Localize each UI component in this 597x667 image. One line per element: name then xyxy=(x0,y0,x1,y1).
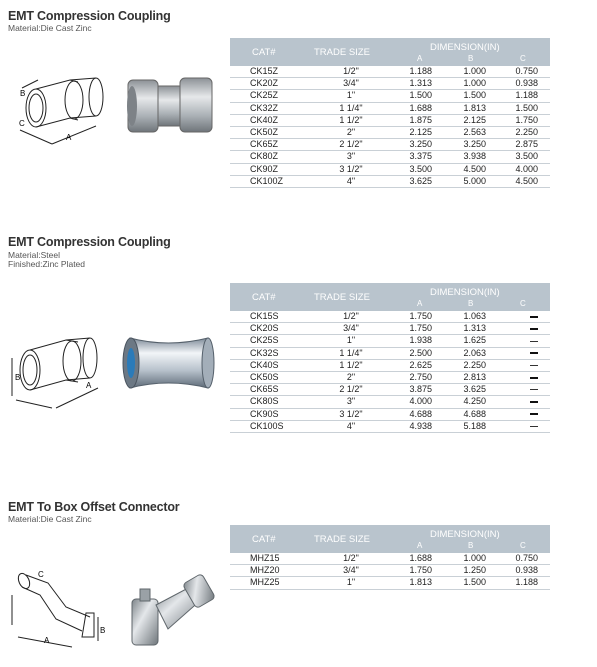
header-a: A xyxy=(417,541,423,550)
table-row xyxy=(230,421,550,433)
cell-trade-size: 1 1/2" xyxy=(339,359,363,370)
dash-mark xyxy=(530,352,538,354)
table-row xyxy=(230,139,550,151)
cell-dim-c xyxy=(508,396,538,407)
header-a: A xyxy=(417,299,423,308)
cell-cat: CK50Z xyxy=(250,126,279,137)
cell-dim-b: 1.000 xyxy=(463,78,486,89)
cell-cat: CK40S xyxy=(250,359,279,370)
cell-cat: MHZ20 xyxy=(250,565,280,576)
header-c: C xyxy=(520,299,526,308)
cell-cat: CK100S xyxy=(250,420,284,431)
section-title: EMT Compression Coupling xyxy=(8,9,171,23)
cell-dim-c: 1.188 xyxy=(515,577,538,588)
cell-dim-a: 3.875 xyxy=(409,384,432,395)
cell-dim-c: 1.188 xyxy=(515,90,538,101)
cell-dim-b: 1.063 xyxy=(463,311,486,321)
table-row xyxy=(230,348,550,360)
section-offset-connector xyxy=(0,495,597,667)
header-c: C xyxy=(520,541,526,550)
cell-cat: MHZ15 xyxy=(250,553,280,563)
cell-trade-size: 4" xyxy=(346,175,356,186)
cell-dim-b: 1.500 xyxy=(463,90,486,101)
cell-dim-a: 2.500 xyxy=(409,347,432,358)
cell-dim-a: 2.750 xyxy=(409,371,432,382)
cell-cat: CK50S xyxy=(250,371,279,382)
cell-dim-b: 1.500 xyxy=(463,577,486,588)
cell-cat: CK80Z xyxy=(250,151,279,162)
cell-dim-c: 0.938 xyxy=(515,565,538,576)
spec-table xyxy=(230,525,550,590)
cell-dim-c: 3.500 xyxy=(515,151,538,162)
table-row xyxy=(230,323,550,335)
cell-cat: CK20Z xyxy=(250,78,279,89)
material-label: Material:Die Cast Zinc xyxy=(8,514,92,524)
dim-label-b: B xyxy=(100,626,106,635)
table-row xyxy=(230,127,550,139)
dim-label-b: B xyxy=(15,373,21,382)
section-title: EMT To Box Offset Connector xyxy=(8,500,180,514)
cell-cat: CK90Z xyxy=(250,163,279,174)
dash-mark xyxy=(530,341,538,342)
cell-dim-b: 5.000 xyxy=(463,175,486,186)
cell-cat: CK15S xyxy=(250,311,279,321)
cell-trade-size: 2 1/2" xyxy=(339,139,363,150)
cell-dim-a: 1.875 xyxy=(409,114,432,125)
table-row xyxy=(230,384,550,396)
cell-dim-a: 1.313 xyxy=(409,78,432,89)
cell-trade-size: 1/2" xyxy=(343,66,359,76)
cell-trade-size: 1 1/4" xyxy=(339,102,363,113)
header-trade-size: TRADE SIZE xyxy=(314,47,370,58)
cell-dim-a: 1.688 xyxy=(409,102,432,113)
table-row xyxy=(230,115,550,127)
table-body xyxy=(230,311,550,433)
cell-dim-c xyxy=(508,409,538,420)
cell-dim-c xyxy=(508,311,538,322)
cell-dim-a: 3.500 xyxy=(409,163,432,174)
table-row xyxy=(230,103,550,115)
cell-cat: MHZ25 xyxy=(250,577,280,588)
cell-dim-c xyxy=(508,323,538,334)
header-b: B xyxy=(468,54,474,63)
cell-trade-size: 1 1/2" xyxy=(339,114,363,125)
cell-dim-a: 1.500 xyxy=(409,90,432,101)
cell-dim-a: 4.938 xyxy=(409,420,432,431)
material-label: Material:Die Cast Zinc xyxy=(8,23,92,33)
dash-mark xyxy=(530,316,538,318)
dim-label-b: B xyxy=(20,89,26,98)
cell-cat: CK20S xyxy=(250,323,279,334)
table-row xyxy=(230,164,550,176)
cell-dim-b: 2.063 xyxy=(463,347,486,358)
cell-dim-a: 1.688 xyxy=(409,553,432,563)
cell-trade-size: 3/4" xyxy=(343,565,359,576)
table-header xyxy=(230,525,550,553)
dash-mark xyxy=(530,328,538,330)
cell-dim-a: 1.188 xyxy=(409,66,432,76)
cell-dim-b: 4.500 xyxy=(463,163,486,174)
cell-trade-size: 1/2" xyxy=(343,553,359,563)
cell-dim-c xyxy=(508,421,538,432)
offset-connector-photo xyxy=(120,569,220,661)
dash-mark xyxy=(530,426,538,427)
cell-dim-a: 2.125 xyxy=(409,126,432,137)
table-row xyxy=(230,78,550,90)
table-row xyxy=(230,360,550,372)
table-row xyxy=(230,372,550,384)
table-row xyxy=(230,66,550,78)
dash-mark xyxy=(530,365,538,366)
table-body xyxy=(230,553,550,590)
cell-cat: CK80S xyxy=(250,396,279,407)
cell-trade-size: 1 1/4" xyxy=(339,347,363,358)
cell-trade-size: 3" xyxy=(346,151,356,162)
cell-trade-size: 3/4" xyxy=(343,323,359,334)
header-cat: CAT# xyxy=(252,47,276,58)
finish-label: Finished:Zinc Plated xyxy=(8,259,86,269)
coupling-zinc-photo xyxy=(124,72,216,138)
cell-dim-c: 1.500 xyxy=(515,102,538,113)
cell-dim-b: 2.250 xyxy=(463,359,486,370)
dim-label-a: A xyxy=(86,381,92,390)
cell-dim-a: 1.813 xyxy=(409,577,432,588)
cell-dim-a: 4.000 xyxy=(409,396,432,407)
cell-dim-c xyxy=(508,372,538,383)
coupling-steel-photo xyxy=(120,326,218,400)
table-row xyxy=(230,577,550,589)
cell-trade-size: 3" xyxy=(346,396,356,407)
cell-trade-size: 1/2" xyxy=(343,311,359,321)
dim-label-a: A xyxy=(44,636,50,645)
cell-dim-b: 3.250 xyxy=(463,139,486,150)
header-dimension: DIMENSION(IN) xyxy=(430,42,500,53)
cell-trade-size: 1" xyxy=(346,577,356,588)
header-dimension: DIMENSION(IN) xyxy=(430,287,500,298)
cell-dim-c: 2.250 xyxy=(515,126,538,137)
cell-dim-c: 4.500 xyxy=(515,175,538,186)
cell-dim-c: 1.750 xyxy=(515,114,538,125)
offset-connector-line-drawing xyxy=(8,565,108,651)
header-trade-size: TRADE SIZE xyxy=(314,292,370,303)
cell-trade-size: 2" xyxy=(346,126,356,137)
dash-mark xyxy=(530,377,538,379)
cell-dim-b: 1.250 xyxy=(463,565,486,576)
cell-dim-a: 3.625 xyxy=(409,175,432,186)
cell-dim-b: 1.000 xyxy=(463,553,486,563)
cell-cat: CK65S xyxy=(250,384,279,395)
dim-label-c: C xyxy=(38,570,44,579)
cell-dim-b: 1.813 xyxy=(463,102,486,113)
cell-dim-b: 4.688 xyxy=(463,408,486,419)
cell-dim-b: 2.563 xyxy=(463,126,486,137)
cell-cat: CK25S xyxy=(250,335,279,346)
cell-dim-a: 1.750 xyxy=(409,323,432,334)
cell-dim-a: 1.750 xyxy=(409,311,432,321)
cell-cat: CK32Z xyxy=(250,102,279,113)
cell-cat: CK65Z xyxy=(250,139,279,150)
dim-label-c: C xyxy=(19,119,25,128)
cell-cat: CK32S xyxy=(250,347,279,358)
table-row xyxy=(230,409,550,421)
dim-label-a: A xyxy=(66,133,72,142)
cell-dim-c: 0.750 xyxy=(515,66,538,76)
header-c: C xyxy=(520,54,526,63)
cell-trade-size: 1" xyxy=(346,90,356,101)
table-row xyxy=(230,90,550,102)
cell-dim-a: 1.750 xyxy=(409,565,432,576)
cell-dim-c: 4.000 xyxy=(515,163,538,174)
header-b: B xyxy=(468,541,474,550)
header-dimension: DIMENSION(IN) xyxy=(430,529,500,540)
cell-trade-size: 3 1/2" xyxy=(339,408,363,419)
cell-trade-size: 3 1/2" xyxy=(339,163,363,174)
cell-dim-c: 2.875 xyxy=(515,139,538,150)
cell-dim-c: 0.938 xyxy=(515,78,538,89)
cell-dim-c: 0.750 xyxy=(515,553,538,563)
cell-cat: CK40Z xyxy=(250,114,279,125)
header-trade-size: TRADE SIZE xyxy=(314,534,370,545)
coupling-line-drawing xyxy=(8,70,113,150)
cell-dim-c xyxy=(508,335,538,346)
cell-dim-b: 2.125 xyxy=(463,114,486,125)
cell-cat: CK25Z xyxy=(250,90,279,101)
header-b: B xyxy=(468,299,474,308)
cell-trade-size: 1" xyxy=(346,335,356,346)
spec-table xyxy=(230,283,550,433)
spec-table xyxy=(230,38,550,188)
cell-trade-size: 4" xyxy=(346,420,356,431)
cell-dim-a: 3.375 xyxy=(409,151,432,162)
table-row xyxy=(230,553,550,565)
cell-trade-size: 3/4" xyxy=(343,78,359,89)
header-a: A xyxy=(417,54,423,63)
cell-dim-c xyxy=(508,384,538,395)
table-row xyxy=(230,176,550,188)
dash-mark xyxy=(530,389,538,390)
header-cat: CAT# xyxy=(252,534,276,545)
table-row xyxy=(230,151,550,163)
cell-dim-b: 3.938 xyxy=(463,151,486,162)
cell-dim-b: 5.188 xyxy=(463,420,486,431)
table-row xyxy=(230,311,550,323)
material-label: Material:Steel xyxy=(8,250,60,260)
cell-dim-c xyxy=(508,348,538,359)
cell-cat: CK100Z xyxy=(250,175,284,186)
coupling-line-drawing xyxy=(6,330,111,412)
cell-dim-a: 4.688 xyxy=(409,408,432,419)
table-header xyxy=(230,38,550,66)
section-compression-coupling-zinc xyxy=(0,0,597,215)
cell-dim-a: 2.625 xyxy=(409,359,432,370)
table-body xyxy=(230,66,550,188)
cell-cat: CK90S xyxy=(250,408,279,419)
section-compression-coupling-steel xyxy=(0,230,597,470)
cell-dim-a: 3.250 xyxy=(409,139,432,150)
cell-dim-b: 2.813 xyxy=(463,371,486,382)
cell-trade-size: 2" xyxy=(346,371,356,382)
section-title: EMT Compression Coupling xyxy=(8,235,171,249)
table-row xyxy=(230,565,550,577)
cell-trade-size: 2 1/2" xyxy=(339,384,363,395)
dash-mark xyxy=(530,401,538,403)
cell-dim-b: 4.250 xyxy=(463,396,486,407)
cell-dim-b: 1.313 xyxy=(463,323,486,334)
header-cat: CAT# xyxy=(252,292,276,303)
cell-dim-a: 1.938 xyxy=(409,335,432,346)
table-row xyxy=(230,396,550,408)
cell-cat: CK15Z xyxy=(250,66,279,76)
cell-dim-b: 3.625 xyxy=(463,384,486,395)
cell-dim-b: 1.625 xyxy=(463,335,486,346)
cell-dim-c xyxy=(508,360,538,371)
cell-dim-b: 1.000 xyxy=(463,66,486,76)
table-row xyxy=(230,335,550,347)
dash-mark xyxy=(530,413,538,415)
table-header xyxy=(230,283,550,311)
